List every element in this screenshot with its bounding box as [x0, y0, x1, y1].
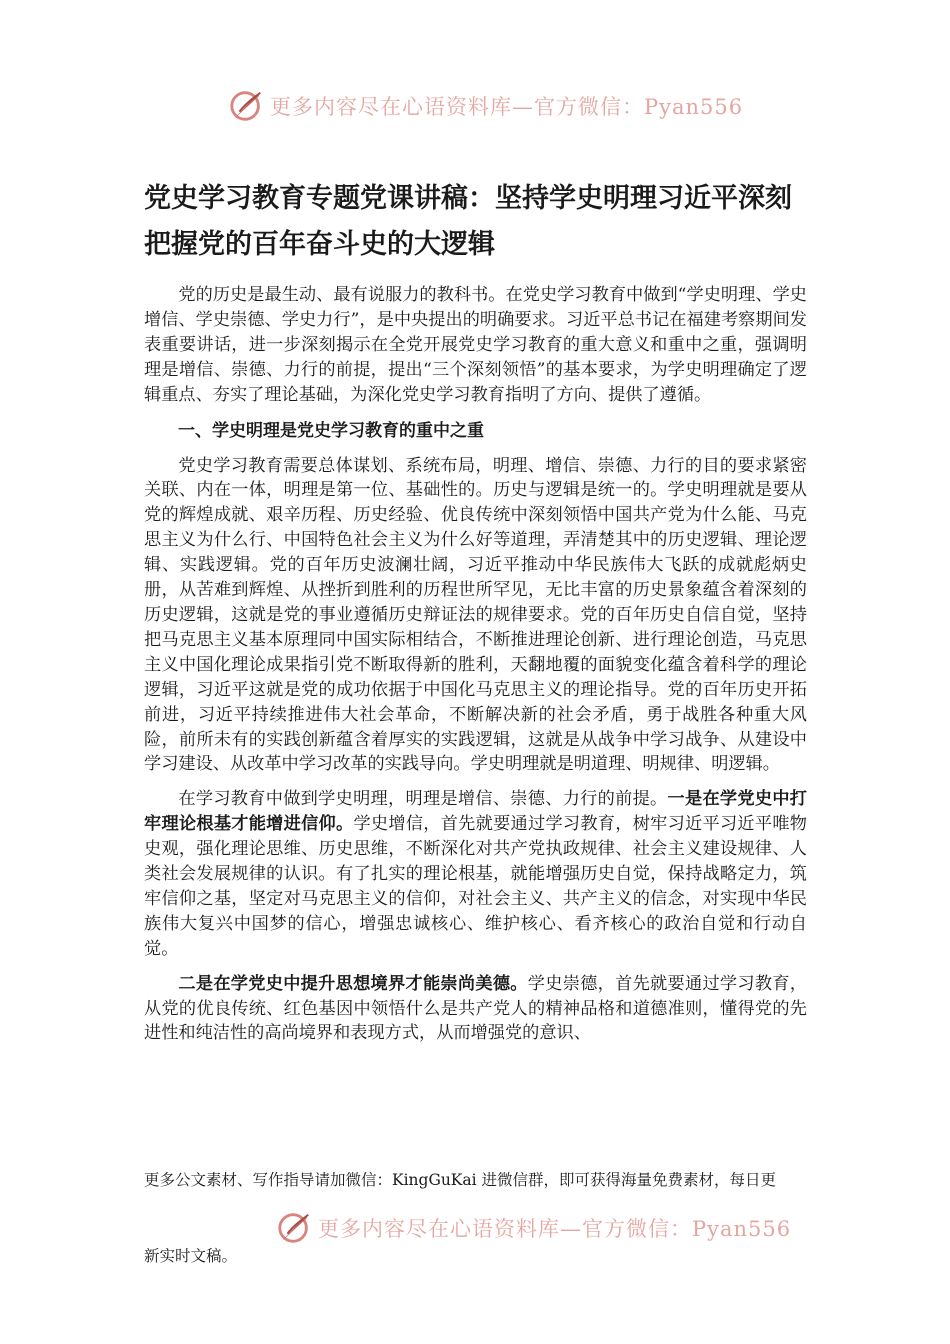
quill-logo-icon	[228, 87, 266, 125]
paragraph-4-bold: 二是在学党史中提升思想境界才能崇尚美德。	[178, 973, 528, 994]
footer-note: 更多公文素材、写作指导请加微信：KingGuKai 进微信群，即可获得海量免费素材，每日更	[144, 1171, 777, 1189]
paragraph-1: 党的历史是最生动、最有说服力的教科书。在党史学习教育中做到“学史明理、学史增信、学史崇德、学史力行”，是中央提出的明确要求。习近平总书记在福建考察期间发表重要讲话，进一步深刻揭示在全党开展党史学习教育的重大意义和重中之重，强调明理是增信、崇德、力行的前提，提出“三个深刻领悟”的基本要求，为学史明理确定了逻辑重点、夯实了理论基础，为深化党史学习教育指明了方向、提供了遵循。	[144, 285, 807, 405]
paragraph-4	[144, 972, 807, 1047]
watermark-bottom	[276, 1208, 791, 1248]
paragraph-2: 党史学习教育需要总体谋划、系统布局，明理、增信、崇德、力行的目的要求紧密关联、内在一体，明理是第一位、基础性的。历史与逻辑是统一的。学史明理就是要从党的辉煌成就、艰辛历程、历史经验、优良传统中深刻领悟中国共产党为什么能、马克思主义为什么行、中国特色社会主义为什么好等道理，弄清楚其中的历史逻辑、理论逻辑、实践逻辑。党的百年历史波澜壮阔，习近平推动中华民族伟大飞跃的成就彪炳史册，从苦难到辉煌、从挫折到胜利的历程世所罕见，无比丰富的历史景象蕴含着深刻的历史逻辑，这就是党的事业遵循历史辩证法的规律要求。党的百年历史自信自觉，坚持把马克思主义基本原理同中国实际相结合，不断推进理论创新、进行理论创造，马克思主义中国化理论成果指引党不断取得新的胜利，天翻地覆的面貌变化蕴含着科学的理论逻辑，习近平这就是党的成功依据于中国化马克思主义的理论指导。党的百年历史开拓前进，习近平持续推进伟大社会革命，不断解决新的社会矛盾，勇于战胜各种重大风险，前所未有的实践创新蕴含着厚实的实践逻辑，这就是从战争中学习战争、从建设中学习建设、从改革中学习改革的实践导向。学史明理就是明道理、明规律、明逻辑。	[144, 455, 807, 775]
paragraph-3-bold: 一是在学党史中打牢理论根基才能增进信仰。	[144, 789, 807, 835]
paragraph-4-rest: 学史崇德，首先就要通过学习教育，从党的优良传统、红色基因中领悟什么是共产党人的精神品格和道德准则，懂得党的先进性和纯洁性的高尚境界和表现方式，从而增强党的意识、	[144, 973, 807, 1044]
document-body	[144, 283, 807, 1056]
watermark-text: 更多内容尽在心语资料库—官方微信：Pyan556	[318, 1217, 792, 1241]
paragraph-3	[144, 787, 807, 961]
watermark-top	[228, 86, 743, 126]
watermark-text: 更多内容尽在心语资料库—官方微信：Pyan556	[270, 95, 744, 119]
section-heading-1: 一、学史明理是党史学习教育的重中之重	[178, 420, 484, 441]
quill-logo-icon	[276, 1209, 314, 1247]
document-title: 党史学习教育专题党课讲稿：坚持学史明理习近平深刻把握党的百年奋斗史的大逻辑	[144, 183, 792, 260]
paragraph-3-rest: 学史增信，首先就要通过学习教育，树牢习近平习近平唯物史观，强化理论思维、历史思维，不断深化对共产党执政规律、社会主义建设规律、人类社会发展规律的认识。有了扎实的理论根基，就能增强历史自觉，保持战略定力，筑牢信仰之基，坚定对马克思主义的信仰，对社会主义、共产主义的信念，对实现中华民族伟大复兴中国梦的信心，增强忠诚核心、维护核心、看齐核心的政治自觉和行动自觉。	[144, 814, 807, 959]
paragraph-3-intro: 在学习教育中做到学史明理，明理是增信、崇德、力行的前提。	[178, 789, 668, 810]
footer-tail: 新实时文稿。	[144, 1247, 238, 1265]
